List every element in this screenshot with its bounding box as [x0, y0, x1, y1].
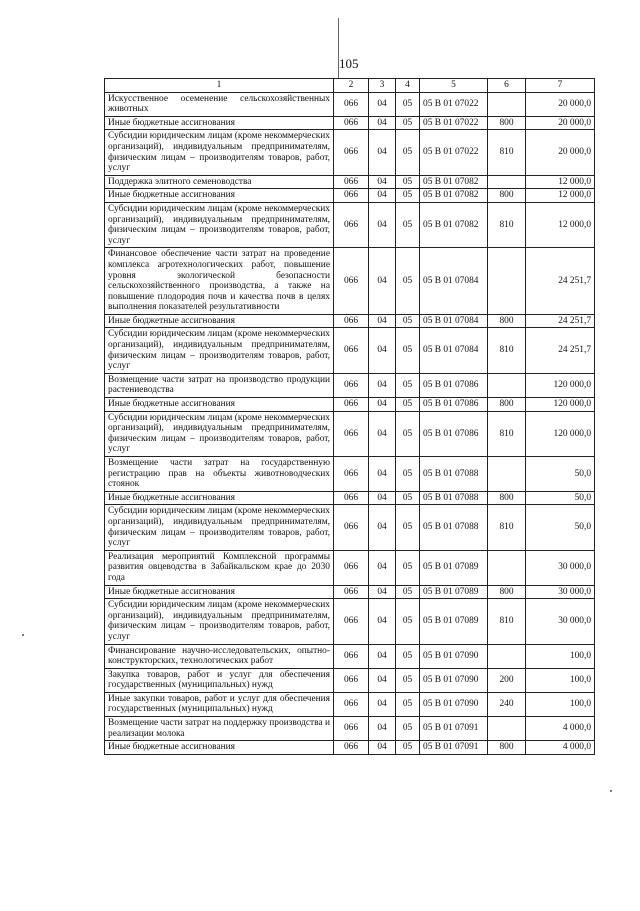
row-name-cell: Субсидии юридическим лицам (кроме некоммерческих организаций), индивидуальным предпринимателям, физическим лицам – производителям товаров, работ, услуг: [105, 505, 334, 550]
row-section-cell: 04: [369, 457, 396, 492]
row-name-cell: Искусственное осеменение сельскохозяйственных животных: [105, 92, 334, 116]
row-expense-type-cell: 810: [488, 411, 526, 456]
row-name-cell: Возмещение части затрат на государственную регистрацию прав на объекты животноводческих стоянок: [105, 457, 334, 492]
row-target-article-cell: 05 В 01 07088: [420, 457, 488, 492]
row-subsection-cell: 05: [396, 92, 420, 116]
row-amount-cell: 4 000,0: [526, 717, 595, 741]
row-subsection-cell: 05: [396, 644, 420, 668]
row-name-cell: Иные бюджетные ассигнования: [105, 585, 334, 599]
row-amount-cell: 24 251,7: [526, 328, 595, 373]
row-amount-cell: 4 000,0: [526, 741, 595, 755]
row-amount-cell: 50,0: [526, 491, 595, 505]
row-name-cell: Поддержка элитного семеноводства: [105, 175, 334, 189]
row-subsection-cell: 05: [396, 585, 420, 599]
row-expense-type-cell: 800: [488, 314, 526, 328]
table-row: [105, 202, 595, 247]
row-name-cell: Иные закупки товаров, работ и услуг для обеспечения государственных (муниципальных) нужд: [105, 692, 334, 716]
row-gr-code-cell: 066: [334, 599, 369, 644]
header-col-7: 7: [526, 79, 595, 93]
table-row: [105, 491, 595, 505]
row-gr-code-cell: 066: [334, 491, 369, 505]
row-subsection-cell: 05: [396, 457, 420, 492]
row-target-article-cell: 05 В 01 07082: [420, 175, 488, 189]
row-gr-code-cell: 066: [334, 116, 369, 130]
header-row: [105, 79, 595, 93]
table-row: [105, 189, 595, 203]
header-col-1: 1: [105, 79, 334, 93]
row-subsection-cell: 05: [396, 130, 420, 175]
header-col-2: 2: [334, 79, 369, 93]
row-expense-type-cell: 800: [488, 189, 526, 203]
table-row: [105, 92, 595, 116]
row-subsection-cell: 05: [396, 505, 420, 550]
row-expense-type-cell: 800: [488, 585, 526, 599]
table-body: [105, 92, 595, 754]
row-target-article-cell: 05 В 01 07090: [420, 668, 488, 692]
row-subsection-cell: 05: [396, 314, 420, 328]
row-target-article-cell: 05 В 01 07089: [420, 599, 488, 644]
row-target-article-cell: 05 В 01 07091: [420, 741, 488, 755]
table-row: [105, 373, 595, 397]
row-subsection-cell: 05: [396, 398, 420, 412]
row-subsection-cell: 05: [396, 599, 420, 644]
row-name-cell: Субсидии юридическим лицам (кроме некоммерческих организаций), индивидуальным предпринимателям, физическим лицам – производителям товаров, работ, услуг: [105, 599, 334, 644]
table-row: [105, 668, 595, 692]
row-gr-code-cell: 066: [334, 550, 369, 585]
table-row: [105, 585, 595, 599]
row-target-article-cell: 05 В 01 07086: [420, 411, 488, 456]
row-gr-code-cell: 066: [334, 457, 369, 492]
row-gr-code-cell: 066: [334, 585, 369, 599]
row-expense-type-cell: 800: [488, 398, 526, 412]
page-number: 105: [339, 56, 359, 71]
row-section-cell: 04: [369, 491, 396, 505]
row-section-cell: 04: [369, 248, 396, 315]
row-section-cell: 04: [369, 314, 396, 328]
row-section-cell: 04: [369, 202, 396, 247]
row-amount-cell: 30 000,0: [526, 599, 595, 644]
row-subsection-cell: 05: [396, 692, 420, 716]
table-row: [105, 116, 595, 130]
row-target-article-cell: 05 В 01 07082: [420, 189, 488, 203]
row-section-cell: 04: [369, 328, 396, 373]
row-amount-cell: 20 000,0: [526, 116, 595, 130]
row-name-cell: Субсидии юридическим лицам (кроме некоммерческих организаций), индивидуальным предпринимателям, физическим лицам – производителям товаров, работ, услуг: [105, 411, 334, 456]
row-expense-type-cell: 800: [488, 741, 526, 755]
row-section-cell: 04: [369, 411, 396, 456]
row-expense-type-cell: 810: [488, 328, 526, 373]
row-expense-type-cell: 200: [488, 668, 526, 692]
row-gr-code-cell: 066: [334, 92, 369, 116]
row-subsection-cell: 05: [396, 411, 420, 456]
row-expense-type-cell: 810: [488, 505, 526, 550]
row-gr-code-cell: 066: [334, 398, 369, 412]
row-gr-code-cell: 066: [334, 668, 369, 692]
row-expense-type-cell: 810: [488, 130, 526, 175]
row-subsection-cell: 05: [396, 175, 420, 189]
row-amount-cell: 30 000,0: [526, 550, 595, 585]
row-gr-code-cell: 066: [334, 373, 369, 397]
row-subsection-cell: 05: [396, 116, 420, 130]
table-row: [105, 599, 595, 644]
scan-speck: [22, 634, 24, 636]
budget-table: [104, 78, 595, 755]
row-target-article-cell: 05 В 01 07091: [420, 717, 488, 741]
row-target-article-cell: 05 В 01 07089: [420, 585, 488, 599]
row-expense-type-cell: [488, 457, 526, 492]
row-target-article-cell: 05 В 01 07088: [420, 491, 488, 505]
row-amount-cell: 100,0: [526, 692, 595, 716]
row-expense-type-cell: 240: [488, 692, 526, 716]
row-amount-cell: 12 000,0: [526, 202, 595, 247]
row-section-cell: 04: [369, 116, 396, 130]
row-subsection-cell: 05: [396, 202, 420, 247]
row-section-cell: 04: [369, 175, 396, 189]
row-target-article-cell: 05 В 01 07022: [420, 130, 488, 175]
header-col-6: 6: [488, 79, 526, 93]
row-section-cell: 04: [369, 550, 396, 585]
row-name-cell: Иные бюджетные ассигнования: [105, 116, 334, 130]
row-gr-code-cell: 066: [334, 130, 369, 175]
row-subsection-cell: 05: [396, 248, 420, 315]
row-section-cell: 04: [369, 717, 396, 741]
row-amount-cell: 12 000,0: [526, 175, 595, 189]
row-section-cell: 04: [369, 644, 396, 668]
row-name-cell: Реализация мероприятий Комплексной программы развития овцеводства в Забайкальском крае до 2030 года: [105, 550, 334, 585]
table-header: [105, 79, 595, 93]
row-name-cell: Возмещение части затрат на поддержку производства и реализации молока: [105, 717, 334, 741]
table-row: [105, 130, 595, 175]
row-name-cell: Иные бюджетные ассигнования: [105, 189, 334, 203]
row-expense-type-cell: 810: [488, 599, 526, 644]
row-target-article-cell: 05 В 01 07086: [420, 398, 488, 412]
row-expense-type-cell: [488, 248, 526, 315]
row-target-article-cell: 05 В 01 07084: [420, 328, 488, 373]
row-section-cell: 04: [369, 505, 396, 550]
row-target-article-cell: 05 В 01 07084: [420, 248, 488, 315]
row-amount-cell: 120 000,0: [526, 411, 595, 456]
row-amount-cell: 120 000,0: [526, 398, 595, 412]
row-expense-type-cell: [488, 373, 526, 397]
row-subsection-cell: 05: [396, 491, 420, 505]
row-gr-code-cell: 066: [334, 175, 369, 189]
row-section-cell: 04: [369, 189, 396, 203]
row-section-cell: 04: [369, 668, 396, 692]
row-name-cell: Субсидии юридическим лицам (кроме некоммерческих организаций), индивидуальным предпринимателям, физическим лицам – производителям товаров, работ, услуг: [105, 202, 334, 247]
table-row: [105, 398, 595, 412]
row-target-article-cell: 05 В 01 07090: [420, 644, 488, 668]
row-gr-code-cell: 066: [334, 692, 369, 716]
row-name-cell: Иные бюджетные ассигнования: [105, 314, 334, 328]
table-row: [105, 248, 595, 315]
row-name-cell: Финансирование научно-исследовательских, опытно-конструкторских, технологических работ: [105, 644, 334, 668]
row-expense-type-cell: [488, 717, 526, 741]
row-name-cell: Иные бюджетные ассигнования: [105, 741, 334, 755]
table-row: [105, 692, 595, 716]
header-col-3: 3: [369, 79, 396, 93]
table-row: [105, 175, 595, 189]
row-gr-code-cell: 066: [334, 248, 369, 315]
table-row: [105, 717, 595, 741]
row-gr-code-cell: 066: [334, 189, 369, 203]
row-target-article-cell: 05 В 01 07086: [420, 373, 488, 397]
row-amount-cell: 20 000,0: [526, 130, 595, 175]
table-row: [105, 644, 595, 668]
row-subsection-cell: 05: [396, 373, 420, 397]
row-target-article-cell: 05 В 01 07088: [420, 505, 488, 550]
row-amount-cell: 24 251,7: [526, 314, 595, 328]
table-row: [105, 328, 595, 373]
row-target-article-cell: 05 В 01 07084: [420, 314, 488, 328]
row-name-cell: Субсидии юридическим лицам (кроме некоммерческих организаций), индивидуальным предпринимателям, физическим лицам – производителям товаров, работ, услуг: [105, 328, 334, 373]
row-gr-code-cell: 066: [334, 411, 369, 456]
row-gr-code-cell: 066: [334, 717, 369, 741]
row-name-cell: Возмещение части затрат на производство продукции растениеводства: [105, 373, 334, 397]
row-target-article-cell: 05 В 01 07022: [420, 92, 488, 116]
row-subsection-cell: 05: [396, 717, 420, 741]
row-name-cell: Финансовое обеспечение части затрат на проведение комплекса агротехнологических работ, повышение уровня экологической безопасности сельскохозяйственного производства, а также на повышение плодородия почв и качества почв в целях выполнения показателей результативности: [105, 248, 334, 315]
row-section-cell: 04: [369, 741, 396, 755]
row-expense-type-cell: [488, 550, 526, 585]
header-col-5: 5: [420, 79, 488, 93]
row-amount-cell: 120 000,0: [526, 373, 595, 397]
row-expense-type-cell: [488, 175, 526, 189]
row-gr-code-cell: 066: [334, 314, 369, 328]
row-amount-cell: 12 000,0: [526, 189, 595, 203]
table-row: [105, 505, 595, 550]
row-subsection-cell: 05: [396, 328, 420, 373]
row-section-cell: 04: [369, 373, 396, 397]
row-expense-type-cell: [488, 92, 526, 116]
row-section-cell: 04: [369, 585, 396, 599]
table-row: [105, 741, 595, 755]
row-subsection-cell: 05: [396, 741, 420, 755]
row-name-cell: Иные бюджетные ассигнования: [105, 491, 334, 505]
row-gr-code-cell: 066: [334, 644, 369, 668]
row-subsection-cell: 05: [396, 668, 420, 692]
row-section-cell: 04: [369, 692, 396, 716]
row-section-cell: 04: [369, 92, 396, 116]
row-amount-cell: 24 251,7: [526, 248, 595, 315]
table-row: [105, 550, 595, 585]
row-expense-type-cell: 800: [488, 491, 526, 505]
row-subsection-cell: 05: [396, 189, 420, 203]
row-amount-cell: 30 000,0: [526, 585, 595, 599]
table-row: [105, 411, 595, 456]
row-amount-cell: 20 000,0: [526, 92, 595, 116]
row-section-cell: 04: [369, 599, 396, 644]
row-target-article-cell: 05 В 01 07082: [420, 202, 488, 247]
row-gr-code-cell: 066: [334, 741, 369, 755]
row-section-cell: 04: [369, 130, 396, 175]
table-row: [105, 457, 595, 492]
header-col-4: 4: [396, 79, 420, 93]
row-gr-code-cell: 066: [334, 505, 369, 550]
scan-speck: [610, 790, 612, 792]
row-expense-type-cell: [488, 644, 526, 668]
row-amount-cell: 50,0: [526, 505, 595, 550]
row-name-cell: Субсидии юридическим лицам (кроме некоммерческих организаций), индивидуальным предпринимателям, физическим лицам – производителям товаров, работ, услуг: [105, 130, 334, 175]
row-gr-code-cell: 066: [334, 202, 369, 247]
row-amount-cell: 50,0: [526, 457, 595, 492]
row-section-cell: 04: [369, 398, 396, 412]
row-subsection-cell: 05: [396, 550, 420, 585]
row-name-cell: Закупка товаров, работ и услуг для обеспечения государственных (муниципальных) нужд: [105, 668, 334, 692]
row-target-article-cell: 05 В 01 07089: [420, 550, 488, 585]
row-name-cell: Иные бюджетные ассигнования: [105, 398, 334, 412]
row-target-article-cell: 05 В 01 07022: [420, 116, 488, 130]
row-gr-code-cell: 066: [334, 328, 369, 373]
row-amount-cell: 100,0: [526, 668, 595, 692]
row-expense-type-cell: 800: [488, 116, 526, 130]
row-expense-type-cell: 810: [488, 202, 526, 247]
row-target-article-cell: 05 В 01 07090: [420, 692, 488, 716]
row-amount-cell: 100,0: [526, 644, 595, 668]
table-row: [105, 314, 595, 328]
